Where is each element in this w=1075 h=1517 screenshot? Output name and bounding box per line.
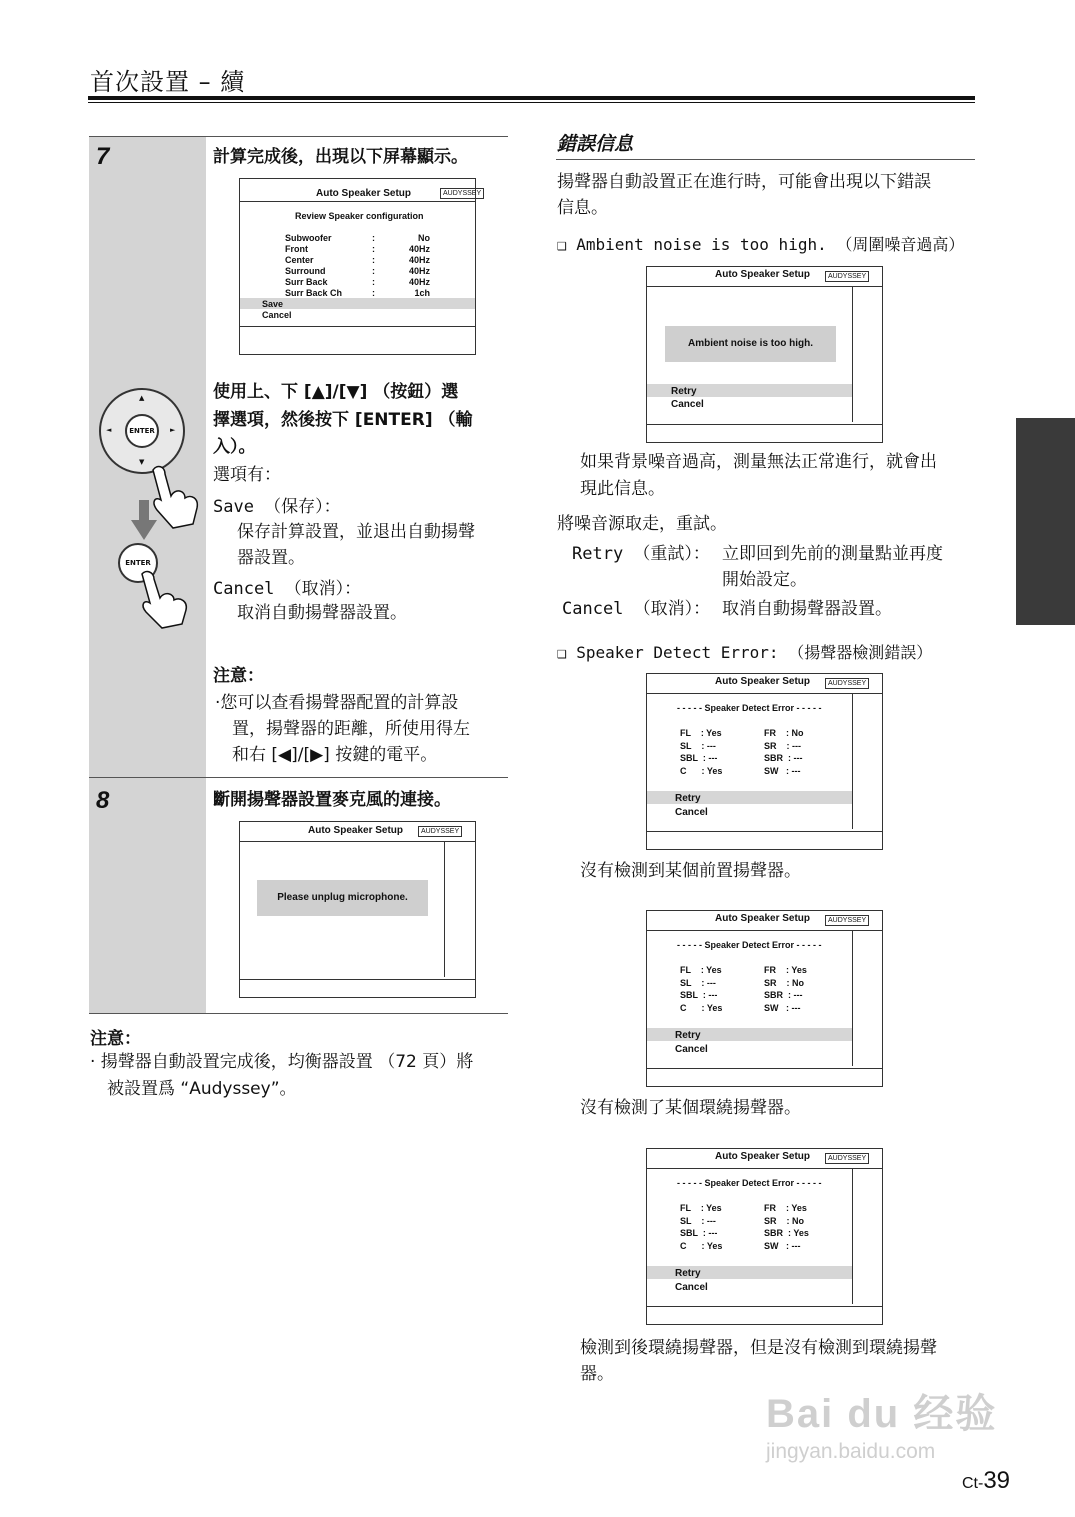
cancel-desc: 取消自動揚聲器設置。 bbox=[237, 603, 407, 623]
cancel-option[interactable]: Cancel bbox=[262, 310, 292, 320]
down-arrow-big-icon bbox=[131, 500, 157, 542]
step8-intro: 斷開揚聲器設置麥克風的連接。 bbox=[213, 790, 451, 810]
watermark-brand: Bai du 经验 bbox=[766, 1392, 998, 1436]
screen-divider bbox=[647, 693, 882, 694]
unplug-message: Please unplug microphone. bbox=[257, 880, 428, 916]
speaker-status-right: SR : No bbox=[764, 977, 804, 988]
speaker-status-right: SBR : Yes bbox=[764, 1228, 809, 1238]
speaker-status-right: FR : Yes bbox=[764, 1203, 807, 1213]
step8-number: 8 bbox=[96, 787, 110, 814]
bottom-note-label: 注意： bbox=[90, 1029, 141, 1049]
speaker-status-left: FL : Yes bbox=[680, 1203, 722, 1213]
save-option[interactable]: Save bbox=[262, 299, 284, 309]
speaker-status-left: C : Yes bbox=[680, 765, 723, 776]
detect-caption-1: 沒有檢測到某個前置揚聲器。 bbox=[580, 861, 801, 881]
speaker-status-right: FR : No bbox=[764, 728, 804, 738]
down-arrow-icon: ▼ bbox=[139, 458, 145, 466]
screen-subtitle: Review Speaker configuration bbox=[295, 211, 424, 221]
speaker-status-right: SBR : --- bbox=[764, 753, 803, 763]
screen-title: Auto Speaker Setup bbox=[715, 913, 811, 924]
speaker-status-right: FR : Yes bbox=[764, 965, 807, 975]
speaker-status-left: SBL : --- bbox=[680, 753, 718, 763]
cancel-option[interactable]: Cancel bbox=[671, 399, 704, 410]
speaker-status-right: SW : --- bbox=[764, 1002, 801, 1013]
speaker-status-right: SBR : --- bbox=[764, 990, 803, 1000]
audyssey-logo: AUDYSSEY bbox=[825, 678, 869, 689]
bottom-note-line2: 被設置爲 “Audyssey”。 bbox=[107, 1079, 297, 1099]
page-title: 首次設置 – 續 bbox=[90, 68, 246, 96]
ambient-cancel-desc: 取消自動揚聲器設置。 bbox=[722, 599, 892, 619]
unplug-mic-screen bbox=[239, 821, 476, 998]
screen-title: Auto Speaker Setup bbox=[715, 676, 811, 687]
cancel-option[interactable]: Cancel bbox=[675, 807, 708, 818]
detect-heading: ❑ Speaker Detect Error: （揚聲器檢測錯誤） bbox=[557, 643, 933, 662]
config-row-label: Surround bbox=[285, 266, 326, 276]
speaker-status-right: SW : --- bbox=[764, 765, 801, 776]
errors-intro-2: 信息。 bbox=[557, 198, 608, 218]
retry-option[interactable]: Retry bbox=[675, 1030, 701, 1041]
config-row-colon: : bbox=[372, 255, 375, 265]
config-row-colon: : bbox=[372, 233, 375, 243]
screen-title: Auto Speaker Setup bbox=[715, 1151, 811, 1162]
retry-label: Retry （重試）： bbox=[572, 544, 710, 564]
cancel-option[interactable]: Cancel bbox=[675, 1044, 708, 1055]
speaker-detect-screen bbox=[646, 1148, 883, 1325]
speaker-status-left: SBL : --- bbox=[680, 1228, 718, 1238]
detect-caption-2: 沒有檢測了某個環繞揚聲器。 bbox=[580, 1098, 801, 1118]
screen-title: Auto Speaker Setup bbox=[316, 188, 412, 199]
options-label: 選項有： bbox=[213, 465, 281, 485]
ambient-message: Ambient noise is too high. bbox=[665, 326, 836, 362]
page-number bbox=[962, 1467, 1010, 1495]
config-row-value: 40Hz bbox=[408, 266, 430, 276]
speaker-status-right: SW : --- bbox=[764, 1240, 801, 1251]
section-tab bbox=[1016, 418, 1075, 625]
config-row-value: 40Hz bbox=[408, 255, 430, 265]
config-row-value: 40Hz bbox=[408, 277, 430, 287]
instruction-line2: 擇選項，然後按下 [ENTER] （輸 bbox=[213, 410, 473, 430]
config-row-colon: : bbox=[372, 244, 375, 254]
save-label: Save （保存）： bbox=[213, 497, 341, 517]
retry-option[interactable]: Retry bbox=[675, 793, 701, 804]
speaker-status-left: C : Yes bbox=[680, 1002, 723, 1013]
speaker-status-right: SR : --- bbox=[764, 740, 801, 751]
config-row-label: Subwoofer bbox=[285, 233, 332, 243]
detect-caption-3a: 檢測到後環繞揚聲器，但是沒有檢測到環繞揚聲 bbox=[580, 1338, 937, 1358]
config-row-value: No bbox=[418, 233, 430, 243]
cancel-label: Cancel （取消）： bbox=[213, 579, 362, 599]
ambient-desc-2: 現此信息。 bbox=[580, 479, 665, 499]
audyssey-logo: AUDYSSEY bbox=[418, 826, 462, 837]
header-rule-thin bbox=[88, 102, 975, 103]
config-row-value: 40Hz bbox=[408, 244, 430, 254]
screen-divider bbox=[647, 930, 882, 931]
note-label: 注意： bbox=[213, 666, 264, 686]
config-row-colon: : bbox=[372, 266, 375, 276]
config-row-value: 1ch bbox=[414, 288, 430, 298]
speaker-status-left: SL : --- bbox=[680, 1215, 716, 1226]
save-desc-2: 器設置。 bbox=[237, 548, 305, 568]
review-config-screen bbox=[239, 178, 482, 355]
screen-divider bbox=[647, 1168, 882, 1169]
screen-divider-bottom bbox=[647, 831, 882, 832]
instruction-line1: 使用上、下 [▲]/[▼] （按鈕）選 bbox=[213, 382, 459, 402]
retry-option[interactable]: Retry bbox=[671, 386, 697, 397]
errors-heading-rule bbox=[556, 159, 975, 160]
bottom-note-line1: · 揚聲器自動設置完成後，均衡器設置 （72 頁）將 bbox=[90, 1052, 474, 1072]
note-line-1: ·您可以查看揚聲器配置的計算設 bbox=[215, 693, 459, 713]
speaker-status-right: SR : No bbox=[764, 1215, 804, 1226]
screen-scroll-divider bbox=[852, 931, 853, 1066]
page-number-value: 39 bbox=[983, 1467, 1011, 1494]
audyssey-logo: AUDYSSEY bbox=[825, 271, 869, 282]
errors-heading: 錯誤信息 bbox=[557, 133, 634, 155]
up-arrow-icon: ▲ bbox=[139, 394, 145, 402]
config-row-label: Center bbox=[285, 255, 314, 265]
speaker-status-left: FL : Yes bbox=[680, 728, 722, 738]
hand-press-icon-2 bbox=[136, 570, 196, 630]
screen-title: Auto Speaker Setup bbox=[715, 269, 811, 280]
retry-desc-2: 開始設定。 bbox=[722, 570, 807, 590]
config-row-colon: : bbox=[372, 277, 375, 287]
detect-error-subtitle: - - - - - Speaker Detect Error - - - - - bbox=[677, 940, 822, 950]
right-arrow-icon: ► bbox=[170, 426, 176, 434]
note-line-2: 置，揚聲器的距離，所使用得左 bbox=[232, 719, 470, 739]
retry-desc-1: 立即回到先前的測量點並再度 bbox=[722, 544, 943, 564]
instruction-line3: 入）。 bbox=[213, 437, 256, 457]
screen-divider-bottom bbox=[647, 1068, 882, 1069]
errors-intro-1: 揚聲器自動設置正在進行時，可能會出現以下錯誤 bbox=[557, 172, 931, 192]
step7-intro: 計算完成後，出現以下屏幕顯示。 bbox=[213, 147, 468, 167]
step8-bottom-rule bbox=[89, 1013, 508, 1014]
speaker-status-left: SL : --- bbox=[680, 740, 716, 751]
enter-button-icon: ENTER bbox=[125, 414, 159, 448]
ambient-desc-1: 如果背景噪音過高，測量無法正常進行，就會出 bbox=[580, 452, 937, 472]
audyssey-logo: AUDYSSEY bbox=[440, 188, 484, 199]
screen-scroll-divider bbox=[852, 1169, 853, 1304]
step7-number: 7 bbox=[96, 143, 110, 170]
ambient-noise-screen bbox=[646, 266, 883, 443]
audyssey-logo: AUDYSSEY bbox=[825, 915, 869, 926]
enter-button-icon-2: ENTER bbox=[118, 543, 158, 583]
header-rule bbox=[88, 96, 975, 100]
speaker-status-left: SL : --- bbox=[680, 977, 716, 988]
speaker-detect-screen bbox=[646, 673, 883, 850]
left-arrow-icon: ◄ bbox=[106, 426, 112, 434]
config-row-label: Surr Back Ch bbox=[285, 288, 343, 298]
screen-scroll-divider bbox=[852, 694, 853, 829]
audyssey-logo: AUDYSSEY bbox=[825, 1153, 869, 1164]
detect-caption-3b: 器。 bbox=[580, 1364, 614, 1384]
note-line-3: 和右 [◀]/[▶] 按鍵的電平。 bbox=[232, 745, 438, 765]
config-row-label: Front bbox=[285, 244, 308, 254]
speaker-status-left: SBL : --- bbox=[680, 990, 718, 1000]
speaker-status-left: C : Yes bbox=[680, 1240, 723, 1251]
save-desc-1: 保存計算設置，並退出自動揚聲 bbox=[237, 522, 475, 542]
screen-divider-bottom bbox=[647, 1306, 882, 1307]
cancel-option[interactable]: Cancel bbox=[675, 1282, 708, 1293]
watermark-url: jingyan.baidu.com bbox=[766, 1440, 936, 1463]
screen-title: Auto Speaker Setup bbox=[308, 825, 404, 836]
ambient-heading: ❑ Ambient noise is too high. （周圍噪音過高） bbox=[557, 235, 965, 254]
page-number-prefix: Ct- bbox=[962, 1475, 984, 1492]
speaker-detect-screen bbox=[646, 910, 883, 1087]
config-row-label: Surr Back bbox=[285, 277, 328, 287]
ambient-cancel-label: Cancel （取消）： bbox=[562, 599, 711, 619]
retry-option[interactable]: Retry bbox=[675, 1268, 701, 1279]
config-row-colon: : bbox=[372, 288, 375, 298]
ambient-action: 將噪音源取走，重試。 bbox=[557, 514, 727, 534]
detect-error-subtitle: - - - - - Speaker Detect Error - - - - - bbox=[677, 1178, 822, 1188]
detect-error-subtitle: - - - - - Speaker Detect Error - - - - - bbox=[677, 703, 822, 713]
speaker-status-left: FL : Yes bbox=[680, 965, 722, 975]
